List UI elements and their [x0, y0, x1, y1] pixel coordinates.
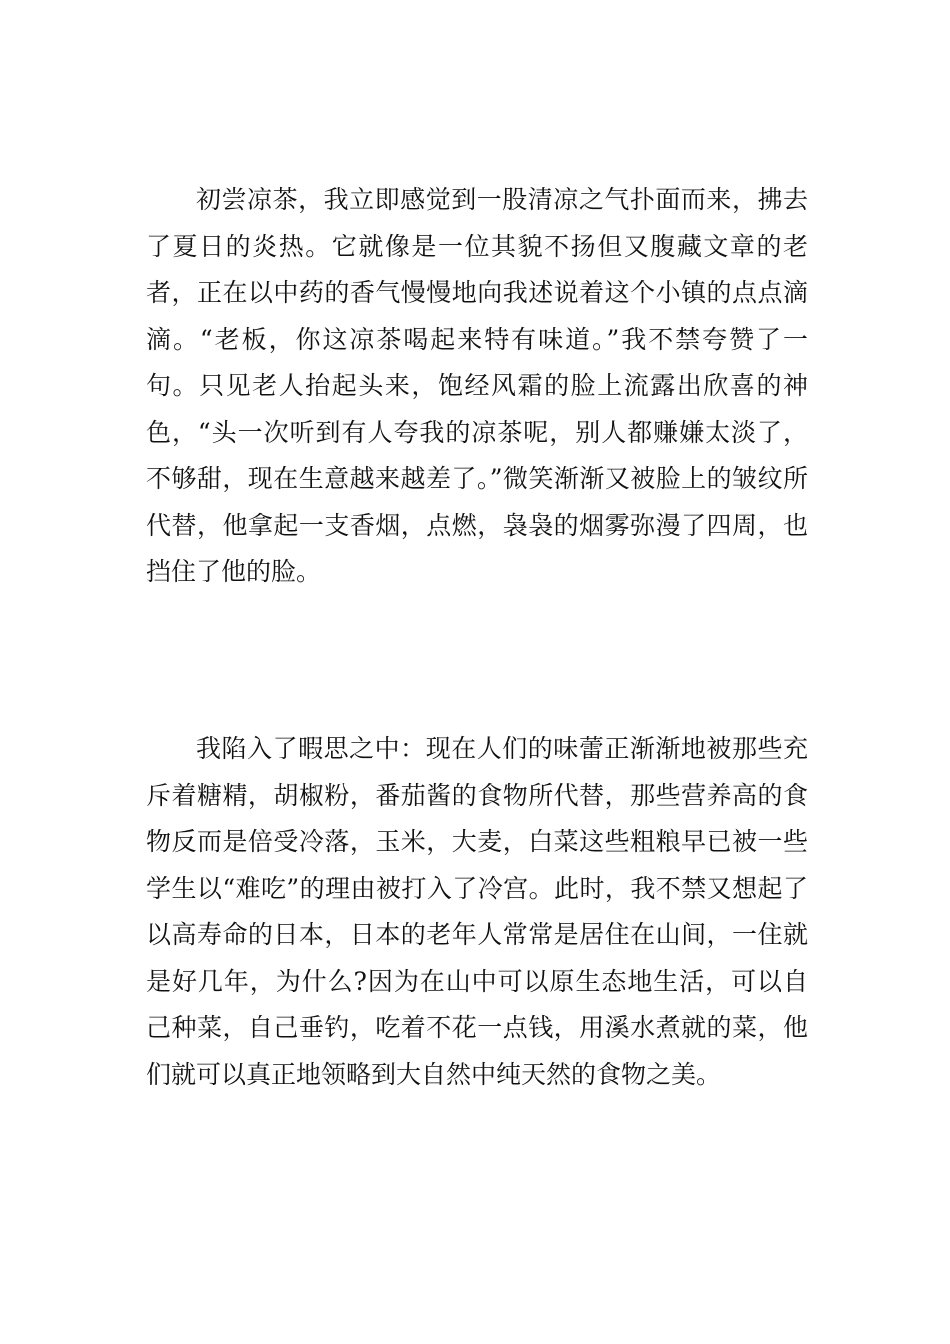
paragraph-2: 我陷入了暇思之中：现在人们的味蕾正渐渐地被那些充斥着糖精，胡椒粉，番茄酱的食物所代替，那些营养高的食物反而是倍受冷落，玉米，大麦，白菜这些粗粮早已被一些学生以“难吃”的理由被打入了冷宫。此时，我不禁又想起了以高寿命的日本，日本的老年人常常是居住在山间，一住就是好几年，为什么?因为在山中可以原生态地生活，可以自己种菜，自己垂钓，吃着不花一点钱，用溪水煮就的菜，他们就可以真正地领略到大自然中纯天然的食物之美。	[146, 734, 808, 1089]
paragraph-1: 初尝凉茶，我立即感觉到一股清凉之气扑面而来，拂去了夏日的炎热。它就像是一位其貌不扬但又腹藏文章的老者，正在以中药的香气慢慢地向我述说着这个小镇的点点滴滴。“老板，你这凉茶喝起来特有味道。”我不禁夸赞了一句。只见老人抬起头来，饱经风霜的脸上流露出欣喜的神色，“头一次听到有人夸我的凉茶呢，别人都赚嫌太淡了，不够甜，现在生意越来越差了。”微笑渐渐又被脸上的皱纹所代替，他拿起一支香烟，点燃，袅袅的烟雾弥漫了四周，也挡住了他的脸。	[146, 185, 808, 586]
